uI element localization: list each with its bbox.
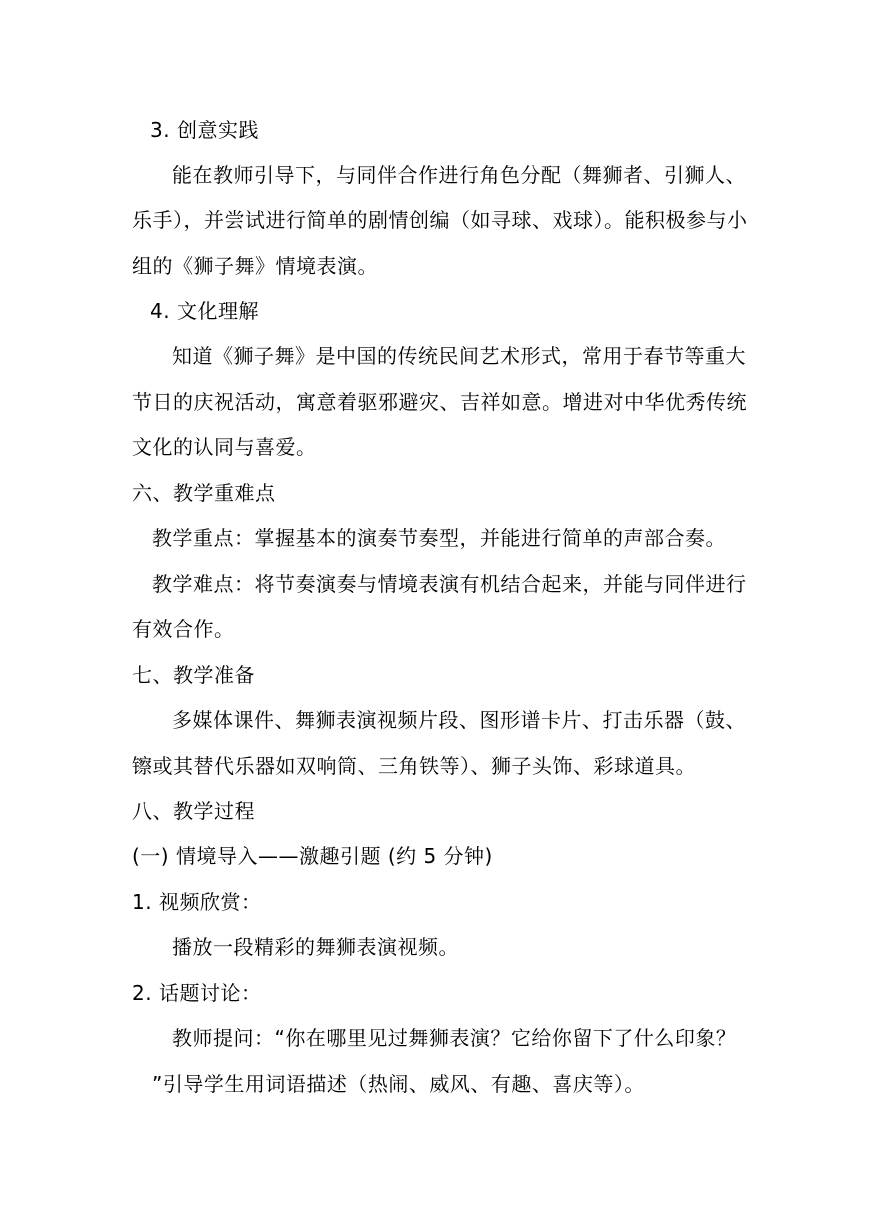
paragraph-line: 教学难点：将节奏演奏与情境表演有机结合起来，并能与同伴进行: [152, 572, 747, 596]
paragraph-line: 能在教师引导下，与同伴合作进行角色分配（舞狮者、引狮人、: [172, 163, 746, 187]
heading-creative-practice: 3. 创意实践: [150, 118, 259, 142]
subsection-heading: (一) 情境导入——激趣引题 (约 5 分钟): [132, 844, 493, 868]
paragraph-line: ”引导学生用词语描述（热闹、威风、有趣、喜庆等）。: [152, 1072, 645, 1096]
paragraph-line: 播放一段精彩的舞狮表演视频。: [172, 935, 459, 959]
list-item-heading: 1. 视频欣赏：: [132, 890, 262, 914]
section-heading-preparation: 七、教学准备: [132, 663, 255, 687]
section-heading-key-points: 六、教学重难点: [132, 481, 276, 505]
paragraph-line: 文化的认同与喜爱。: [132, 435, 317, 459]
paragraph-line: 教师提问：“你在哪里见过舞狮表演？它给你留下了什么印象？: [172, 1026, 737, 1050]
paragraph-line: 多媒体课件、舞狮表演视频片段、图形谱卡片、打击乐器（鼓、: [172, 708, 746, 732]
paragraph-line: 乐手），并尝试进行简单的剧情创编（如寻球、戏球）。能积极参与小: [132, 208, 748, 232]
paragraph-line: 有效合作。: [132, 617, 235, 641]
heading-cultural-understanding: 4. 文化理解: [150, 299, 259, 323]
section-heading-process: 八、教学过程: [132, 799, 255, 823]
paragraph-line: 镲或其替代乐器如双响筒、三角铁等）、狮子头饰、彩球道具。: [132, 754, 696, 778]
paragraph-line: 组的《狮子舞》情境表演。: [132, 254, 378, 278]
list-item-heading: 2. 话题讨论：: [132, 981, 262, 1005]
paragraph-line: 节日的庆祝活动，寓意着驱邪避灾、吉祥如意。增进对中华优秀传统: [132, 390, 747, 414]
paragraph-line: 教学重点：掌握基本的演奏节奏型，并能进行简单的声部合奏。: [152, 526, 726, 550]
paragraph-line: 知道《狮子舞》是中国的传统民间艺术形式，常用于春节等重大: [172, 344, 746, 368]
